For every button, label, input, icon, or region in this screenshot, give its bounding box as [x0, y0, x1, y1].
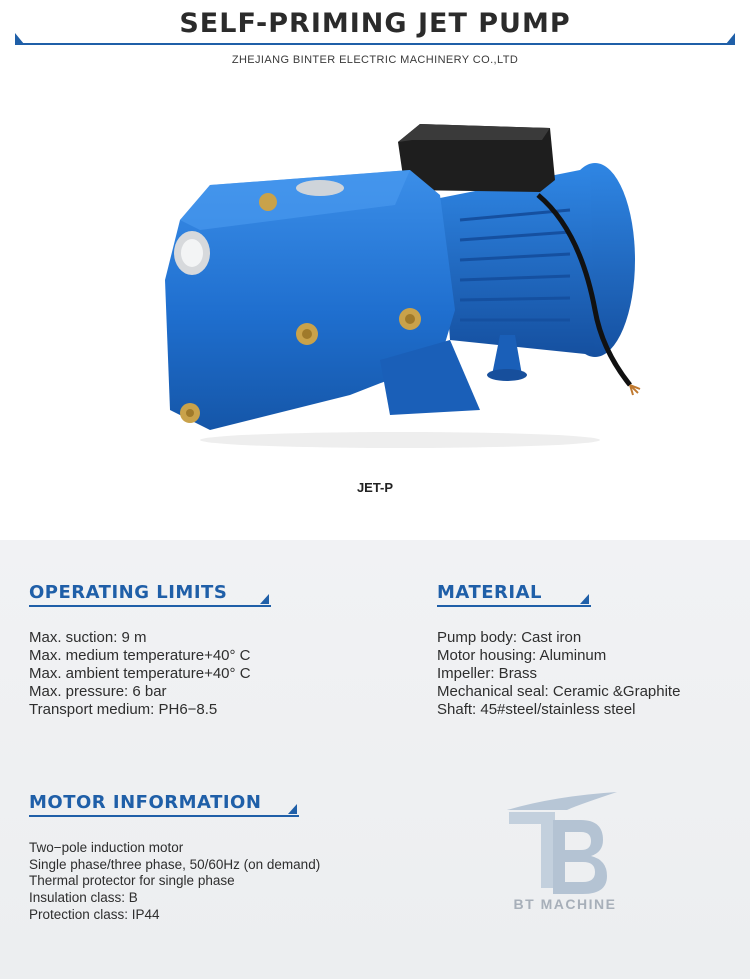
- page-title: SELF-PRIMING JET PUMP: [179, 8, 571, 39]
- list-item: Two−pole induction motor: [29, 840, 184, 855]
- list-item: Transport medium: PH6−8.5: [29, 701, 218, 718]
- operating-limits-heading: OPERATING LIMITS: [29, 582, 228, 603]
- list-item: Shaft: 45#steel/stainless steel: [437, 701, 636, 718]
- list-item: Motor housing: Aluminum: [437, 647, 607, 664]
- operating-limits-list: [29, 629, 251, 719]
- material-heading: MATERIAL: [437, 582, 542, 603]
- list-item: Insulation class: B: [29, 890, 138, 906]
- list-item: Pump body: Cast iron: [437, 629, 582, 646]
- list-item: Thermal protector for single phase: [29, 873, 235, 889]
- material-corner: [580, 594, 589, 604]
- list-item: Max. ambient temperature+40° C: [29, 665, 251, 682]
- list-item: Single phase/three phase, 50/60Hz (on demand): [29, 856, 321, 872]
- motor-information-corner: [288, 804, 297, 814]
- corner-left-decoration: [15, 33, 24, 44]
- material-underline: [437, 605, 591, 607]
- list-item: Protection class: IP44: [29, 906, 160, 922]
- material-list: [437, 629, 680, 719]
- list-item: Mechanical seal: Ceramic &Graphite: [437, 683, 681, 700]
- list-item: Max. suction: 9 m: [29, 629, 147, 646]
- list-item: Impeller: Brass: [437, 665, 538, 682]
- pump-image: [150, 110, 650, 450]
- motor-information-underline: [29, 815, 299, 817]
- corner-right-decoration: [726, 33, 735, 44]
- motor-information-heading: MOTOR INFORMATION: [29, 792, 262, 813]
- list-item: Max. pressure: 6 bar: [29, 683, 167, 700]
- operating-limits-corner: [260, 594, 269, 604]
- company-name: ZHEJIANG BINTER ELECTRIC MACHINERY CO.,LTD: [231, 54, 519, 66]
- model-label: JET-P: [356, 480, 394, 495]
- list-item: Max. medium temperature+40° C: [29, 647, 251, 664]
- title-rule: [15, 43, 735, 45]
- operating-limits-underline: [29, 605, 271, 607]
- logo-text: BT MACHINE: [513, 896, 617, 912]
- motor-information-list: [29, 840, 320, 924]
